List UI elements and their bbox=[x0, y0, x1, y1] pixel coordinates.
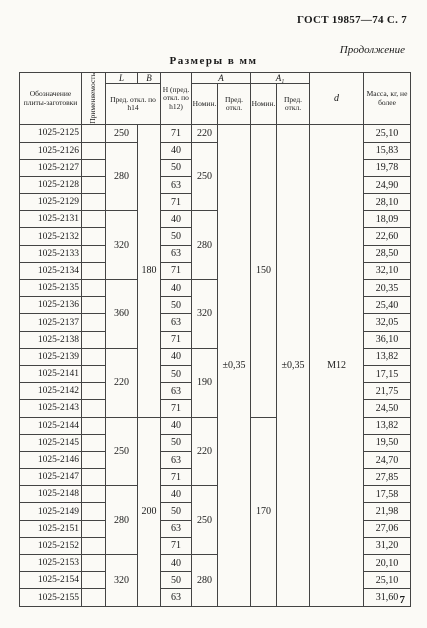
designation-cell: 1025-2138 bbox=[20, 331, 82, 348]
h-cell: 50 bbox=[161, 228, 192, 245]
applicability-cell bbox=[82, 365, 106, 382]
h-cell: 40 bbox=[161, 348, 192, 365]
h-cell: 40 bbox=[161, 280, 192, 297]
designation-cell: 1025-2132 bbox=[20, 228, 82, 245]
designation-cell: 1025-2129 bbox=[20, 194, 82, 211]
h-cell: 71 bbox=[161, 262, 192, 279]
mass-cell: 32,05 bbox=[364, 314, 411, 331]
h-cell: 50 bbox=[161, 365, 192, 382]
a-nom-cell: 280 bbox=[192, 555, 218, 607]
table-body bbox=[20, 125, 411, 606]
col-H: H (пред. откл. по h12) bbox=[161, 73, 192, 125]
applicability-cell bbox=[82, 589, 106, 606]
a-nom-cell: 280 bbox=[192, 211, 218, 280]
a-nom-cell: 320 bbox=[192, 280, 218, 349]
mass-cell: 28,10 bbox=[364, 194, 411, 211]
mass-cell: 24,90 bbox=[364, 176, 411, 193]
h-cell: 40 bbox=[161, 417, 192, 434]
l-cell: 280 bbox=[106, 486, 138, 555]
col-mass: Масса, кг, не более bbox=[364, 73, 411, 125]
l-cell: 320 bbox=[106, 555, 138, 607]
h-cell: 71 bbox=[161, 331, 192, 348]
mass-cell: 27,85 bbox=[364, 469, 411, 486]
dimensions-caption: Размеры в мм bbox=[169, 55, 258, 67]
applicability-cell bbox=[82, 314, 106, 331]
l-cell: 220 bbox=[106, 348, 138, 417]
h-cell: 63 bbox=[161, 245, 192, 262]
applicability-cell bbox=[82, 125, 106, 142]
col-A1-deviation: Пред. откл. bbox=[277, 84, 310, 125]
l-cell: 280 bbox=[106, 142, 138, 211]
dimensions-table bbox=[19, 72, 411, 607]
mass-cell: 28,50 bbox=[364, 245, 411, 262]
h-cell: 63 bbox=[161, 176, 192, 193]
l-cell: 360 bbox=[106, 280, 138, 349]
applicability-cell bbox=[82, 520, 106, 537]
applicability-cell bbox=[82, 555, 106, 572]
applicability-cell bbox=[82, 262, 106, 279]
mass-cell: 13,82 bbox=[364, 348, 411, 365]
continuation-label: Продолжение bbox=[339, 44, 405, 56]
h-cell: 40 bbox=[161, 211, 192, 228]
designation-cell: 1025-2142 bbox=[20, 383, 82, 400]
h-cell: 71 bbox=[161, 469, 192, 486]
col-d: d bbox=[310, 73, 364, 125]
mass-cell: 24,70 bbox=[364, 451, 411, 468]
a-nom-cell: 220 bbox=[192, 417, 218, 486]
applicability-cell bbox=[82, 331, 106, 348]
mass-cell: 22,60 bbox=[364, 228, 411, 245]
mass-cell: 13,82 bbox=[364, 417, 411, 434]
a1-nom-cell: 170 bbox=[251, 417, 277, 606]
a1-nom-cell: 150 bbox=[251, 125, 277, 417]
applicability-cell bbox=[82, 245, 106, 262]
applicability-cell bbox=[82, 159, 106, 176]
applicability-cell bbox=[82, 400, 106, 417]
mass-cell: 24,50 bbox=[364, 400, 411, 417]
b-cell: 200 bbox=[138, 417, 161, 606]
applicability-cell bbox=[82, 194, 106, 211]
designation-cell: 1025-2137 bbox=[20, 314, 82, 331]
h-cell: 40 bbox=[161, 142, 192, 159]
col-L: L bbox=[106, 73, 138, 84]
applicability-cell bbox=[82, 434, 106, 451]
mass-cell: 27,06 bbox=[364, 520, 411, 537]
designation-cell: 1025-2152 bbox=[20, 537, 82, 554]
h-cell: 50 bbox=[161, 434, 192, 451]
applicability-cell bbox=[82, 537, 106, 554]
designation-cell: 1025-2126 bbox=[20, 142, 82, 159]
applicability-cell bbox=[82, 469, 106, 486]
col-A1-nominal: Номин. bbox=[251, 84, 277, 125]
col-A: A bbox=[192, 73, 251, 84]
h-cell: 63 bbox=[161, 383, 192, 400]
applicability-cell bbox=[82, 383, 106, 400]
mass-cell: 32,10 bbox=[364, 262, 411, 279]
designation-cell: 1025-2136 bbox=[20, 297, 82, 314]
mass-cell: 15,83 bbox=[364, 142, 411, 159]
designation-cell: 1025-2153 bbox=[20, 555, 82, 572]
applicability-cell bbox=[82, 348, 106, 365]
designation-cell: 1025-2125 bbox=[20, 125, 82, 142]
h-cell: 71 bbox=[161, 400, 192, 417]
mass-cell: 17,15 bbox=[364, 365, 411, 382]
mass-cell: 21,75 bbox=[364, 383, 411, 400]
col-applicability: Применяемость bbox=[82, 73, 106, 125]
mass-cell: 19,50 bbox=[364, 434, 411, 451]
table-row bbox=[20, 125, 411, 142]
mass-cell: 18,09 bbox=[364, 211, 411, 228]
mass-cell: 20,10 bbox=[364, 555, 411, 572]
applicability-cell bbox=[82, 451, 106, 468]
a1-dev-cell: ±0,35 bbox=[277, 125, 310, 606]
l-cell: 250 bbox=[106, 125, 138, 142]
designation-cell: 1025-2134 bbox=[20, 262, 82, 279]
l-cell: 320 bbox=[106, 211, 138, 280]
designation-cell: 1025-2143 bbox=[20, 400, 82, 417]
d-cell: M12 bbox=[310, 125, 364, 606]
a-nom-cell: 250 bbox=[192, 142, 218, 211]
applicability-cell bbox=[82, 486, 106, 503]
applicability-cell bbox=[82, 142, 106, 159]
h-cell: 63 bbox=[161, 314, 192, 331]
h-cell: 50 bbox=[161, 159, 192, 176]
applicability-cell bbox=[82, 228, 106, 245]
l-cell: 250 bbox=[106, 417, 138, 486]
applicability-cell bbox=[82, 280, 106, 297]
h-cell: 50 bbox=[161, 503, 192, 520]
designation-cell: 1025-2154 bbox=[20, 572, 82, 589]
col-LB-deviation: Пред. откл. по h14 bbox=[106, 84, 161, 125]
h-cell: 71 bbox=[161, 537, 192, 554]
a-dev-cell: ±0,35 bbox=[218, 125, 251, 606]
designation-cell: 1025-2131 bbox=[20, 211, 82, 228]
designation-cell: 1025-2145 bbox=[20, 434, 82, 451]
mass-cell: 36,10 bbox=[364, 331, 411, 348]
designation-cell: 1025-2127 bbox=[20, 159, 82, 176]
designation-cell: 1025-2135 bbox=[20, 280, 82, 297]
designation-cell: 1025-2141 bbox=[20, 365, 82, 382]
col-B: B bbox=[138, 73, 161, 84]
h-cell: 50 bbox=[161, 297, 192, 314]
col-designation: Обозначение плиты-заготовки bbox=[20, 73, 82, 125]
designation-cell: 1025-2148 bbox=[20, 486, 82, 503]
designation-cell: 1025-2146 bbox=[20, 451, 82, 468]
h-cell: 63 bbox=[161, 589, 192, 606]
mass-cell: 19,78 bbox=[364, 159, 411, 176]
designation-cell: 1025-2139 bbox=[20, 348, 82, 365]
designation-cell: 1025-2128 bbox=[20, 176, 82, 193]
page-number: 7 bbox=[399, 594, 405, 606]
a-nom-cell: 250 bbox=[192, 486, 218, 555]
h-cell: 40 bbox=[161, 555, 192, 572]
applicability-cell bbox=[82, 297, 106, 314]
h-cell: 63 bbox=[161, 451, 192, 468]
col-A-nominal: Номин. bbox=[192, 84, 218, 125]
col-A1: A₁ bbox=[251, 73, 310, 84]
mass-cell: 25,40 bbox=[364, 297, 411, 314]
mass-cell: 31,60 bbox=[364, 589, 411, 606]
applicability-cell bbox=[82, 572, 106, 589]
h-cell: 71 bbox=[161, 125, 192, 142]
applicability-cell bbox=[82, 211, 106, 228]
mass-cell: 25,10 bbox=[364, 572, 411, 589]
col-A-deviation: Пред. откл. bbox=[218, 84, 251, 125]
mass-cell: 17,58 bbox=[364, 486, 411, 503]
b-cell: 180 bbox=[138, 125, 161, 417]
designation-cell: 1025-2149 bbox=[20, 503, 82, 520]
h-cell: 50 bbox=[161, 572, 192, 589]
a-nom-cell: 220 bbox=[192, 125, 218, 142]
designation-cell: 1025-2144 bbox=[20, 417, 82, 434]
designation-cell: 1025-2151 bbox=[20, 520, 82, 537]
h-cell: 63 bbox=[161, 520, 192, 537]
applicability-cell bbox=[82, 176, 106, 193]
mass-cell: 25,10 bbox=[364, 125, 411, 142]
h-cell: 40 bbox=[161, 486, 192, 503]
a-nom-cell: 190 bbox=[192, 348, 218, 417]
standard-header: ГОСТ 19857—74 С. 7 bbox=[296, 14, 407, 26]
mass-cell: 21,98 bbox=[364, 503, 411, 520]
applicability-cell bbox=[82, 417, 106, 434]
applicability-cell bbox=[82, 503, 106, 520]
designation-cell: 1025-2133 bbox=[20, 245, 82, 262]
h-cell: 71 bbox=[161, 194, 192, 211]
designation-cell: 1025-2155 bbox=[20, 589, 82, 606]
designation-cell: 1025-2147 bbox=[20, 469, 82, 486]
mass-cell: 31,20 bbox=[364, 537, 411, 554]
mass-cell: 20,35 bbox=[364, 280, 411, 297]
